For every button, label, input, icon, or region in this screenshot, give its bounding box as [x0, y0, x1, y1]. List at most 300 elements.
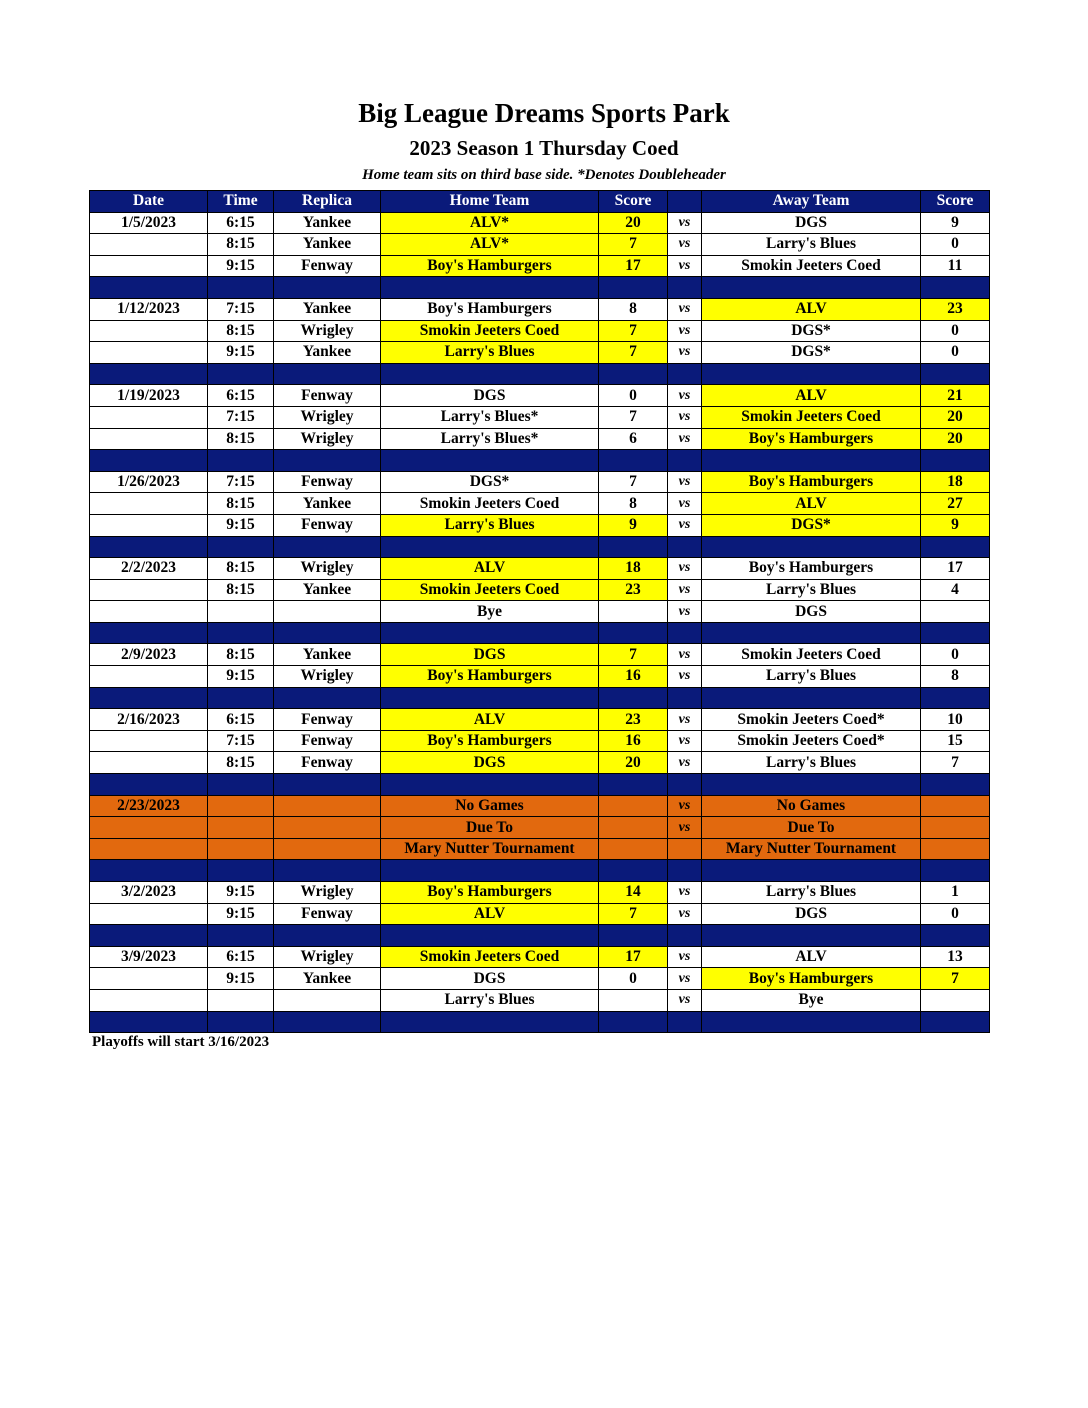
separator-row: [90, 860, 990, 882]
time-cell: 8:15: [208, 644, 274, 666]
vs-cell: [668, 838, 702, 860]
away-team-cell: Smokin Jeeters Coed: [702, 406, 921, 428]
replica-cell: Yankee: [274, 342, 381, 364]
home-score-cell: 18: [599, 558, 668, 580]
away-team-cell: Boy's Hamburgers: [702, 428, 921, 450]
separator-cell: [668, 1011, 702, 1033]
game-row: [90, 471, 990, 493]
game-row: [90, 730, 990, 752]
separator-cell: [208, 277, 274, 299]
replica-cell: Wrigley: [274, 666, 381, 688]
separator-cell: [668, 363, 702, 385]
away-team-cell: DGS*: [702, 514, 921, 536]
replica-cell: [274, 838, 381, 860]
date-cell: 1/19/2023: [90, 385, 208, 407]
separator-cell: [381, 1011, 599, 1033]
replica-cell: [274, 601, 381, 623]
time-cell: [208, 795, 274, 817]
vs-cell: vs: [668, 882, 702, 904]
separator-cell: [668, 860, 702, 882]
away-team-cell: Mary Nutter Tournament: [702, 838, 921, 860]
away-score-cell: [921, 601, 990, 623]
separator-cell: [208, 1011, 274, 1033]
separator-cell: [599, 774, 668, 796]
replica-cell: Wrigley: [274, 946, 381, 968]
date-cell: [90, 968, 208, 990]
schedule-table: [89, 190, 990, 1033]
game-row: [90, 514, 990, 536]
separator-cell: [274, 363, 381, 385]
vs-cell: vs: [668, 298, 702, 320]
separator-cell: [668, 622, 702, 644]
away-team-cell: Larry's Blues: [702, 579, 921, 601]
vs-cell: vs: [668, 406, 702, 428]
time-cell: 9:15: [208, 255, 274, 277]
game-row: [90, 903, 990, 925]
away-score-cell: [921, 838, 990, 860]
home-team-cell: Mary Nutter Tournament: [381, 838, 599, 860]
time-cell: 9:15: [208, 968, 274, 990]
vs-cell: vs: [668, 903, 702, 925]
away-score-cell: 10: [921, 709, 990, 731]
separator-cell: [208, 774, 274, 796]
game-row: [90, 298, 990, 320]
date-cell: [90, 255, 208, 277]
home-team-cell: Due To: [381, 817, 599, 839]
time-cell: 8:15: [208, 558, 274, 580]
away-score-cell: 9: [921, 514, 990, 536]
separator-cell: [90, 622, 208, 644]
home-score-cell: 0: [599, 968, 668, 990]
home-team-cell: ALV: [381, 903, 599, 925]
date-cell: 3/9/2023: [90, 946, 208, 968]
home-team-cell: No Games: [381, 795, 599, 817]
away-score-cell: 8: [921, 666, 990, 688]
separator-cell: [274, 622, 381, 644]
separator-cell: [702, 622, 921, 644]
game-row: [90, 558, 990, 580]
col-header-time: Time: [208, 191, 274, 213]
home-score-cell: 16: [599, 730, 668, 752]
home-score-cell: 7: [599, 234, 668, 256]
vs-cell: vs: [668, 320, 702, 342]
game-row: [90, 968, 990, 990]
away-score-cell: 15: [921, 730, 990, 752]
home-score-cell: 7: [599, 471, 668, 493]
vs-cell: vs: [668, 558, 702, 580]
home-team-cell: Larry's Blues: [381, 514, 599, 536]
separator-cell: [702, 450, 921, 472]
home-score-cell: 20: [599, 752, 668, 774]
date-cell: [90, 989, 208, 1011]
game-row: [90, 946, 990, 968]
vs-cell: vs: [668, 428, 702, 450]
vs-cell: vs: [668, 666, 702, 688]
separator-row: [90, 1011, 990, 1033]
away-team-cell: Larry's Blues: [702, 666, 921, 688]
away-team-cell: DGS*: [702, 342, 921, 364]
home-score-cell: 23: [599, 579, 668, 601]
game-row: [90, 212, 990, 234]
separator-cell: [274, 687, 381, 709]
separator-cell: [599, 536, 668, 558]
separator-cell: [599, 925, 668, 947]
away-score-cell: 20: [921, 428, 990, 450]
replica-cell: [274, 795, 381, 817]
separator-cell: [599, 860, 668, 882]
away-score-cell: [921, 795, 990, 817]
home-score-cell: [599, 989, 668, 1011]
time-cell: [208, 989, 274, 1011]
separator-cell: [702, 536, 921, 558]
away-score-cell: 1: [921, 882, 990, 904]
date-cell: [90, 838, 208, 860]
home-team-cell: DGS: [381, 644, 599, 666]
separator-cell: [90, 860, 208, 882]
separator-cell: [381, 774, 599, 796]
game-row: [90, 385, 990, 407]
away-team-cell: Smokin Jeeters Coed: [702, 644, 921, 666]
away-score-cell: [921, 817, 990, 839]
home-score-cell: 7: [599, 320, 668, 342]
replica-cell: Yankee: [274, 968, 381, 990]
date-cell: 3/2/2023: [90, 882, 208, 904]
away-team-cell: ALV: [702, 946, 921, 968]
time-cell: 8:15: [208, 428, 274, 450]
separator-cell: [702, 363, 921, 385]
date-cell: 2/2/2023: [90, 558, 208, 580]
away-team-cell: DGS: [702, 903, 921, 925]
home-team-cell: Larry's Blues: [381, 989, 599, 1011]
replica-cell: Yankee: [274, 493, 381, 515]
away-team-cell: DGS: [702, 601, 921, 623]
away-team-cell: Smokin Jeeters Coed*: [702, 730, 921, 752]
home-team-cell: Boy's Hamburgers: [381, 882, 599, 904]
separator-cell: [921, 925, 990, 947]
time-cell: 6:15: [208, 385, 274, 407]
away-score-cell: [921, 989, 990, 1011]
separator-cell: [381, 536, 599, 558]
page-title: Big League Dreams Sports Park: [358, 98, 730, 128]
separator-cell: [668, 450, 702, 472]
vs-cell: vs: [668, 234, 702, 256]
home-team-cell: ALV*: [381, 212, 599, 234]
separator-cell: [208, 363, 274, 385]
date-cell: 1/12/2023: [90, 298, 208, 320]
time-cell: 9:15: [208, 903, 274, 925]
separator-row: [90, 536, 990, 558]
replica-cell: Fenway: [274, 385, 381, 407]
time-cell: 8:15: [208, 493, 274, 515]
game-row: [90, 752, 990, 774]
time-cell: [208, 601, 274, 623]
game-row: [90, 882, 990, 904]
date-cell: 2/23/2023: [90, 795, 208, 817]
separator-cell: [921, 687, 990, 709]
separator-cell: [208, 622, 274, 644]
separator-cell: [90, 925, 208, 947]
home-team-cell: DGS*: [381, 471, 599, 493]
separator-cell: [921, 450, 990, 472]
separator-cell: [921, 363, 990, 385]
away-score-cell: 4: [921, 579, 990, 601]
away-team-cell: Larry's Blues: [702, 882, 921, 904]
separator-cell: [668, 774, 702, 796]
home-score-cell: [599, 838, 668, 860]
home-team-cell: DGS: [381, 385, 599, 407]
separator-cell: [208, 536, 274, 558]
away-score-cell: 0: [921, 342, 990, 364]
separator-cell: [381, 622, 599, 644]
game-row: [90, 342, 990, 364]
separator-cell: [381, 450, 599, 472]
col-header-home-score: Score: [599, 191, 668, 213]
away-team-cell: Smokin Jeeters Coed: [702, 255, 921, 277]
separator-cell: [599, 363, 668, 385]
away-score-cell: 18: [921, 471, 990, 493]
time-cell: 7:15: [208, 298, 274, 320]
replica-cell: Wrigley: [274, 428, 381, 450]
home-score-cell: 7: [599, 406, 668, 428]
date-cell: [90, 730, 208, 752]
replica-cell: Yankee: [274, 298, 381, 320]
separator-cell: [668, 687, 702, 709]
game-row: [90, 428, 990, 450]
time-cell: 9:15: [208, 882, 274, 904]
home-score-cell: 0: [599, 385, 668, 407]
away-score-cell: 0: [921, 644, 990, 666]
time-cell: 6:15: [208, 212, 274, 234]
replica-cell: Wrigley: [274, 320, 381, 342]
away-team-cell: No Games: [702, 795, 921, 817]
time-cell: 7:15: [208, 406, 274, 428]
separator-cell: [599, 1011, 668, 1033]
time-cell: 6:15: [208, 946, 274, 968]
vs-cell: vs: [668, 471, 702, 493]
game-row: [90, 989, 990, 1011]
separator-cell: [381, 860, 599, 882]
away-score-cell: 23: [921, 298, 990, 320]
separator-cell: [599, 687, 668, 709]
date-cell: 1/26/2023: [90, 471, 208, 493]
date-cell: 2/16/2023: [90, 709, 208, 731]
home-team-cell: Smokin Jeeters Coed: [381, 320, 599, 342]
home-team-cell: Smokin Jeeters Coed: [381, 579, 599, 601]
home-score-cell: 9: [599, 514, 668, 536]
date-cell: [90, 666, 208, 688]
date-cell: [90, 601, 208, 623]
separator-cell: [381, 925, 599, 947]
home-team-cell: Larry's Blues*: [381, 428, 599, 450]
home-team-cell: Boy's Hamburgers: [381, 255, 599, 277]
home-score-cell: 17: [599, 255, 668, 277]
separator-cell: [381, 687, 599, 709]
away-score-cell: 0: [921, 234, 990, 256]
away-team-cell: Bye: [702, 989, 921, 1011]
away-team-cell: Boy's Hamburgers: [702, 558, 921, 580]
home-score-cell: 23: [599, 709, 668, 731]
home-score-cell: 6: [599, 428, 668, 450]
vs-cell: vs: [668, 730, 702, 752]
replica-cell: Wrigley: [274, 406, 381, 428]
date-cell: [90, 406, 208, 428]
separator-cell: [702, 774, 921, 796]
col-header-vs: [668, 191, 702, 213]
separator-row: [90, 363, 990, 385]
replica-cell: [274, 817, 381, 839]
separator-row: [90, 925, 990, 947]
home-score-cell: 8: [599, 298, 668, 320]
vs-cell: vs: [668, 644, 702, 666]
game-row: [90, 579, 990, 601]
separator-cell: [90, 1011, 208, 1033]
vs-cell: vs: [668, 709, 702, 731]
separator-cell: [668, 536, 702, 558]
separator-cell: [90, 277, 208, 299]
separator-row: [90, 687, 990, 709]
away-team-cell: DGS*: [702, 320, 921, 342]
vs-cell: vs: [668, 968, 702, 990]
replica-cell: Fenway: [274, 903, 381, 925]
time-cell: 8:15: [208, 579, 274, 601]
separator-cell: [702, 277, 921, 299]
separator-cell: [90, 536, 208, 558]
time-cell: 8:15: [208, 752, 274, 774]
col-header-date: Date: [90, 191, 208, 213]
col-header-away-score: Score: [921, 191, 990, 213]
home-score-cell: 14: [599, 882, 668, 904]
separator-cell: [921, 277, 990, 299]
game-row: [90, 320, 990, 342]
header-row: [90, 191, 990, 213]
home-score-cell: 7: [599, 342, 668, 364]
separator-cell: [208, 450, 274, 472]
date-cell: [90, 234, 208, 256]
home-score-cell: [599, 817, 668, 839]
no-games-row: [90, 838, 990, 860]
vs-cell: vs: [668, 579, 702, 601]
away-score-cell: 7: [921, 752, 990, 774]
separator-cell: [90, 774, 208, 796]
home-team-cell: Boy's Hamburgers: [381, 298, 599, 320]
vs-cell: vs: [668, 795, 702, 817]
away-score-cell: 0: [921, 320, 990, 342]
time-cell: 8:15: [208, 320, 274, 342]
col-header-replica: Replica: [274, 191, 381, 213]
time-cell: [208, 817, 274, 839]
away-team-cell: ALV: [702, 385, 921, 407]
date-cell: [90, 342, 208, 364]
home-team-cell: ALV: [381, 558, 599, 580]
time-cell: 6:15: [208, 709, 274, 731]
away-score-cell: 27: [921, 493, 990, 515]
away-score-cell: 20: [921, 406, 990, 428]
game-row: [90, 644, 990, 666]
away-score-cell: 11: [921, 255, 990, 277]
schedule-note: Home team sits on third base side. *Denotes Doubleheader: [362, 167, 726, 183]
replica-cell: Yankee: [274, 212, 381, 234]
time-cell: 9:15: [208, 666, 274, 688]
replica-cell: Fenway: [274, 514, 381, 536]
replica-cell: Fenway: [274, 752, 381, 774]
home-score-cell: 17: [599, 946, 668, 968]
home-team-cell: Boy's Hamburgers: [381, 730, 599, 752]
separator-cell: [274, 277, 381, 299]
separator-cell: [90, 450, 208, 472]
separator-cell: [668, 277, 702, 299]
separator-cell: [381, 277, 599, 299]
home-score-cell: [599, 601, 668, 623]
game-row: [90, 601, 990, 623]
vs-cell: vs: [668, 493, 702, 515]
home-team-cell: DGS: [381, 968, 599, 990]
home-team-cell: ALV: [381, 709, 599, 731]
separator-cell: [921, 622, 990, 644]
replica-cell: Wrigley: [274, 882, 381, 904]
game-row: [90, 255, 990, 277]
page-subtitle: 2023 Season 1 Thursday Coed: [409, 136, 679, 160]
separator-cell: [208, 687, 274, 709]
vs-cell: vs: [668, 989, 702, 1011]
vs-cell: vs: [668, 212, 702, 234]
home-score-cell: 20: [599, 212, 668, 234]
home-team-cell: Larry's Blues*: [381, 406, 599, 428]
away-team-cell: Boy's Hamburgers: [702, 968, 921, 990]
separator-cell: [921, 1011, 990, 1033]
date-cell: [90, 817, 208, 839]
home-score-cell: 7: [599, 644, 668, 666]
away-score-cell: 13: [921, 946, 990, 968]
vs-cell: vs: [668, 342, 702, 364]
separator-cell: [702, 687, 921, 709]
vs-cell: vs: [668, 946, 702, 968]
game-row: [90, 709, 990, 731]
vs-cell: vs: [668, 385, 702, 407]
separator-cell: [599, 277, 668, 299]
separator-cell: [702, 860, 921, 882]
away-team-cell: Smokin Jeeters Coed*: [702, 709, 921, 731]
date-cell: [90, 320, 208, 342]
vs-cell: vs: [668, 255, 702, 277]
separator-cell: [274, 860, 381, 882]
separator-cell: [381, 363, 599, 385]
replica-cell: Fenway: [274, 255, 381, 277]
away-team-cell: ALV: [702, 493, 921, 515]
away-score-cell: 0: [921, 903, 990, 925]
separator-cell: [274, 536, 381, 558]
vs-cell: vs: [668, 514, 702, 536]
away-team-cell: Larry's Blues: [702, 752, 921, 774]
date-cell: 1/5/2023: [90, 212, 208, 234]
time-cell: 9:15: [208, 342, 274, 364]
separator-cell: [702, 1011, 921, 1033]
date-cell: [90, 752, 208, 774]
time-cell: 9:15: [208, 514, 274, 536]
away-team-cell: DGS: [702, 212, 921, 234]
home-team-cell: Smokin Jeeters Coed: [381, 946, 599, 968]
separator-cell: [208, 925, 274, 947]
date-cell: [90, 514, 208, 536]
no-games-row: [90, 795, 990, 817]
separator-cell: [274, 1011, 381, 1033]
vs-cell: vs: [668, 601, 702, 623]
replica-cell: Yankee: [274, 234, 381, 256]
replica-cell: Fenway: [274, 471, 381, 493]
separator-cell: [599, 622, 668, 644]
separator-cell: [90, 363, 208, 385]
replica-cell: Yankee: [274, 579, 381, 601]
time-cell: 7:15: [208, 471, 274, 493]
